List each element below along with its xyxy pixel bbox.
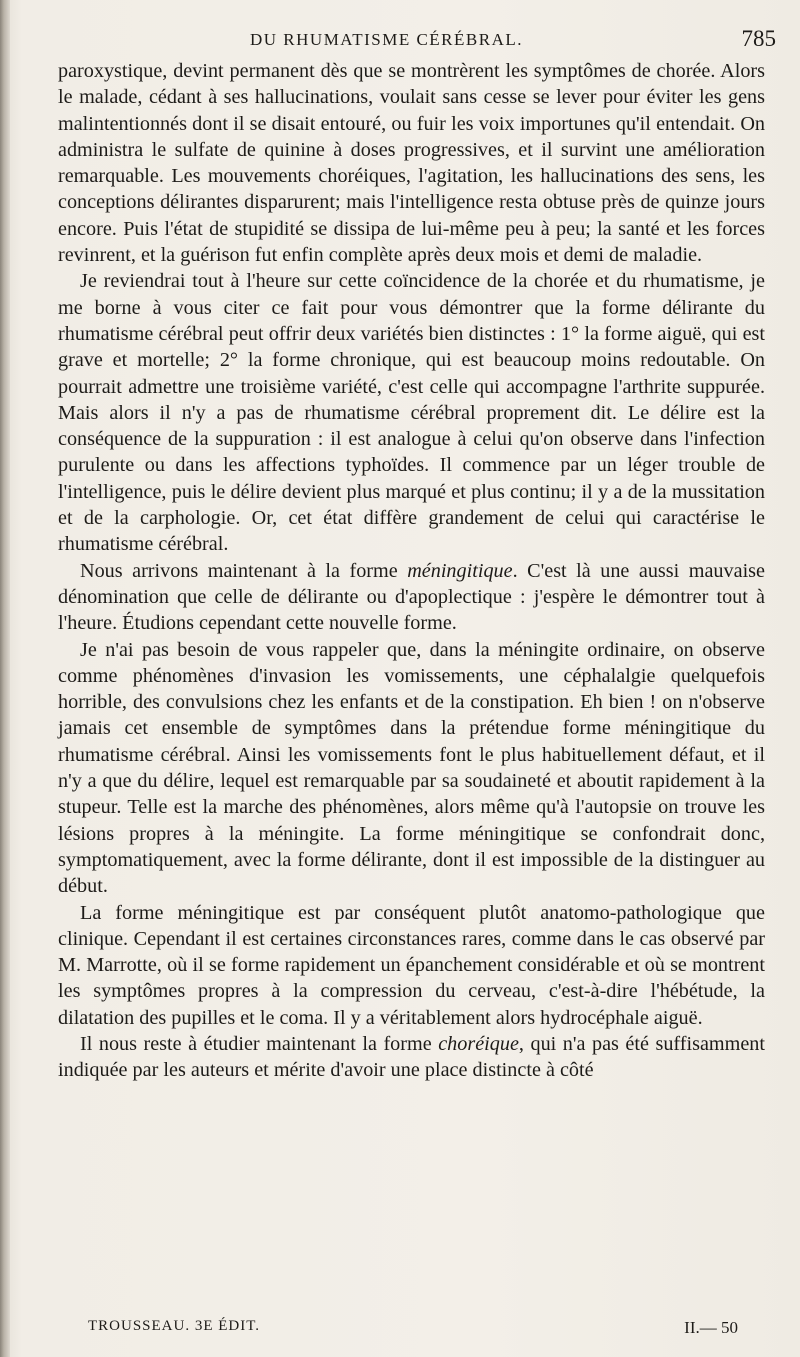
signature-number: II.— 50: [684, 1318, 738, 1337]
paragraph: paroxystique, devint permanent dès que se montrèrent les symptômes de chorée. Alors le malade, cédant à ses hallucinations, voulait sans cesse se lever pour éviter les gens malintentionnés dont il se disait entouré, ou fuir les voix importunes qu'il entendait. On administra le sulfate de quinine à doses progressives, et il survint une amélioration remarquable. Les mouvements choréiques, l'agitation, les hallucinations des sens, les conceptions délirantes disparurent; mais l'intelligence resta obtuse près de quinze jours encore. Puis l'état de stupidité se dissipa de lui-même peu à peu; la santé et les forces revinrent, et la guérison fut enfin complète après deux mois et demi de maladie.: [58, 60, 765, 267]
body-text: [58, 58, 765, 1084]
running-title: DU RHUMATISME CÉRÉBRAL.: [250, 30, 523, 49]
italic-term: choréique: [438, 1032, 519, 1055]
paragraph: [58, 1031, 765, 1084]
signature-line: [88, 1318, 738, 1342]
italic-term: méningitique: [407, 559, 513, 582]
running-header: [60, 26, 780, 56]
binding-edge: [0, 0, 10, 1357]
paragraph: [58, 558, 765, 637]
paragraph: Je reviendrai tout à l'heure sur cette coïncidence de la chorée et du rhumatisme, je me borne à vous citer ce fait pour vous démontrer que la forme délirante du rhumatisme cérébral peut offrir deux variétés bien distinctes : 1° la forme aiguë, qui est grave et mortelle; 2° la forme chronique, qui est beaucoup moins redoutable. On pourrait admettre une troisième variété, c'est celle qui accompagne l'arthrite suppurée. Mais alors il n'y a pas de rhumatisme cérébral proprement dit. Le délire est la conséquence de la suppuration : il est analogue à celui qu'on observe dans l'infection purulente ou dans les affections typhoïdes. Il commence par un léger trouble de l'intelligence, puis le délire devient plus marqué et plus continu; il y a de la mussitation et de la carphologie. Or, cet état diffère grandement de celui qui caractérise le rhumatisme cérébral.: [58, 270, 765, 556]
paragraph-text: , qui n'a pas été suffisamment indiquée par les auteurs et mérite d'avoir une place distincte à côté: [58, 1032, 766, 1082]
paragraph-text: Nous arrivons maintenant à la forme: [80, 559, 408, 582]
signature-mark: TROUSSEAU. 3E ÉDIT.: [88, 1318, 261, 1334]
paragraph-text: . C'est là une aussi mauvaise dénomination que celle de délirante ou d'apoplectique : j'espère le démontrer tout à l'heure. Étudions cependant cette nouvelle forme.: [58, 559, 765, 635]
page-number: 785: [741, 26, 776, 51]
paragraph: La forme méningitique est par conséquent plutôt anatomo-pathologique que clinique. Cependant il est certaines circonstances rares, comme dans le cas observé par M. Marrotte, où il se forme rapidement un épanchement considérable et où se montrent les symptômes propres à la compression du cerveau, c'est-à-dire l'hébétude, la dilatation des pupilles et le coma. Il y a véritablement alors hydrocéphale aiguë.: [58, 901, 765, 1029]
paragraph: Je n'ai pas besoin de vous rappeler que, dans la méningite ordinaire, on observe comme phénomènes d'invasion les vomissements, une céphalalgie quelquefois horrible, des convulsions chez les enfants et de la constipation. Eh bien ! on n'observe jamais cet ensemble de symptômes dans la prétendue forme méningitique du rhumatisme cérébral. Ainsi les vomissements font le plus habituellement défaut, et il n'y a que du délire, lequel est remarquable par sa soudaineté et aboutit rapidement à la stupeur. Telle est la marche des phénomènes, alors même qu'à l'autopsie on trouve les lésions propres à la méningite. La forme méningitique se confondrait donc, symptomatiquement, avec la forme délirante, dont il est impossible de la distinguer au début.: [58, 638, 765, 898]
paragraph-text: Il nous reste à étudier maintenant la forme: [80, 1032, 439, 1055]
